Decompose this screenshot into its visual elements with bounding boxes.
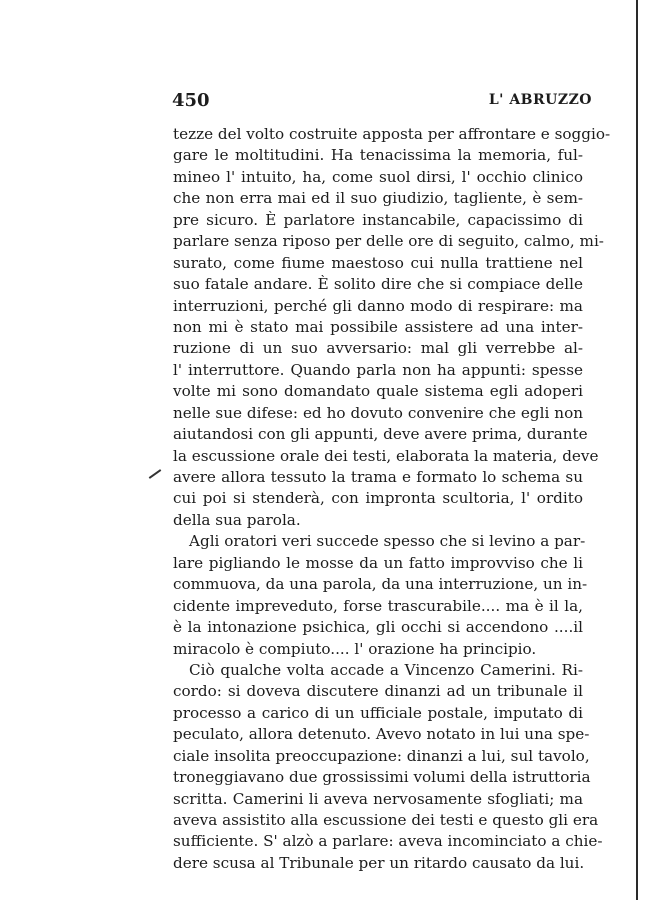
text-line: surato, come fiume maestoso cui nulla trattiene nel	[173, 253, 583, 272]
text-line: nelle sue difese: ed ho dovuto convenire che egli non	[173, 403, 583, 422]
text-line: lare pigliando le mosse da un fatto improvviso che li	[173, 553, 583, 572]
text-line: Ciò qualche volta accade a Vincenzo Camerini. Ri-	[189, 660, 583, 679]
text-line: suo fatale andare. È solito dire che si compiace delle	[173, 275, 583, 294]
text-line: avere allora tessuto la trama e formato lo schema su	[173, 468, 583, 486]
text-line: Agli oratori veri succede spesso che si levino a par-	[189, 532, 586, 551]
text-line: gare le moltitudini. Ha tenacissima la memoria, ful-	[173, 146, 583, 165]
text-line: della sua parola.	[173, 510, 301, 529]
text-line: processo a carico di un ufficiale postale, imputato di	[173, 703, 583, 722]
text-line: aveva assistito alla escussione dei testi e questo gli era	[173, 811, 599, 829]
running-title: L' ABRUZZO	[488, 92, 592, 108]
text-line: dere scusa al Tribunale per un ritardo causato da lui.	[173, 853, 585, 872]
text-line: tezze del volto costruite apposta per affrontare e soggio-	[173, 125, 611, 143]
text-line: parlare senza riposo per delle ore di seguito, calmo, mi-	[173, 232, 604, 251]
text-line: peculato, allora detenuto. Avevo notato in lui una spe-	[173, 725, 590, 744]
margin-pencil-mark	[149, 469, 162, 479]
text-line: commuova, da una parola, da una interruzione, un in-	[173, 575, 588, 594]
text-line: ruzione di un suo avversario: mal gli verrebbe al-	[173, 339, 583, 358]
text-line: mineo l' intuito, ha, come suol dirsi, l' occhio clinico	[173, 167, 583, 186]
text-line: troneggiavano due grossissimi volumi della istruttoria	[173, 768, 591, 787]
text-line: scritta. Camerini li aveva nervosamente sfogliati; ma	[173, 789, 583, 808]
text-line: interruzioni, perché gli danno modo di respirare: ma	[173, 296, 583, 315]
page-number: 450	[172, 90, 210, 111]
text-line: cidente impreveduto, forse trascurabile.... ma è il la,	[173, 596, 583, 615]
text-line: miracolo è compiuto.... l' orazione ha principio.	[173, 639, 537, 658]
text-line: pre sicuro. È parlatore instancabile, capacissimo di	[173, 210, 583, 229]
text-line: l' interruttore. Quando parla non ha appunti: spesse	[173, 360, 583, 379]
text-line: che non erra mai ed il suo giudizio, tagliente, è sem-	[173, 189, 583, 208]
body-text	[173, 124, 611, 874]
text-line: è la intonazione psichica, gli occhi si accendono ....il	[173, 618, 583, 637]
text-line: la escussione orale dei testi, elaborata la materia, deve	[173, 446, 599, 465]
text-line: cui poi si stenderà, con impronta scultoria, l' ordito	[173, 489, 583, 508]
text-line: volte mi sono domandato quale sistema egli adoperi	[173, 382, 583, 401]
page-header	[172, 90, 592, 116]
text-line: aiutandosi con gli appunti, deve avere prima, durante	[173, 425, 588, 444]
text-line: non mi è stato mai possibile assistere ad una inter-	[173, 317, 583, 336]
text-line: ciale insolita preoccupazione: dinanzi a lui, sul tavolo,	[173, 746, 590, 765]
text-line: cordo: si doveva discutere dinanzi ad un tribunale il	[173, 682, 583, 701]
text-line: sufficiente. S' alzò a parlare: aveva incominciato a chie-	[173, 832, 603, 851]
page-edge-line	[636, 0, 638, 900]
